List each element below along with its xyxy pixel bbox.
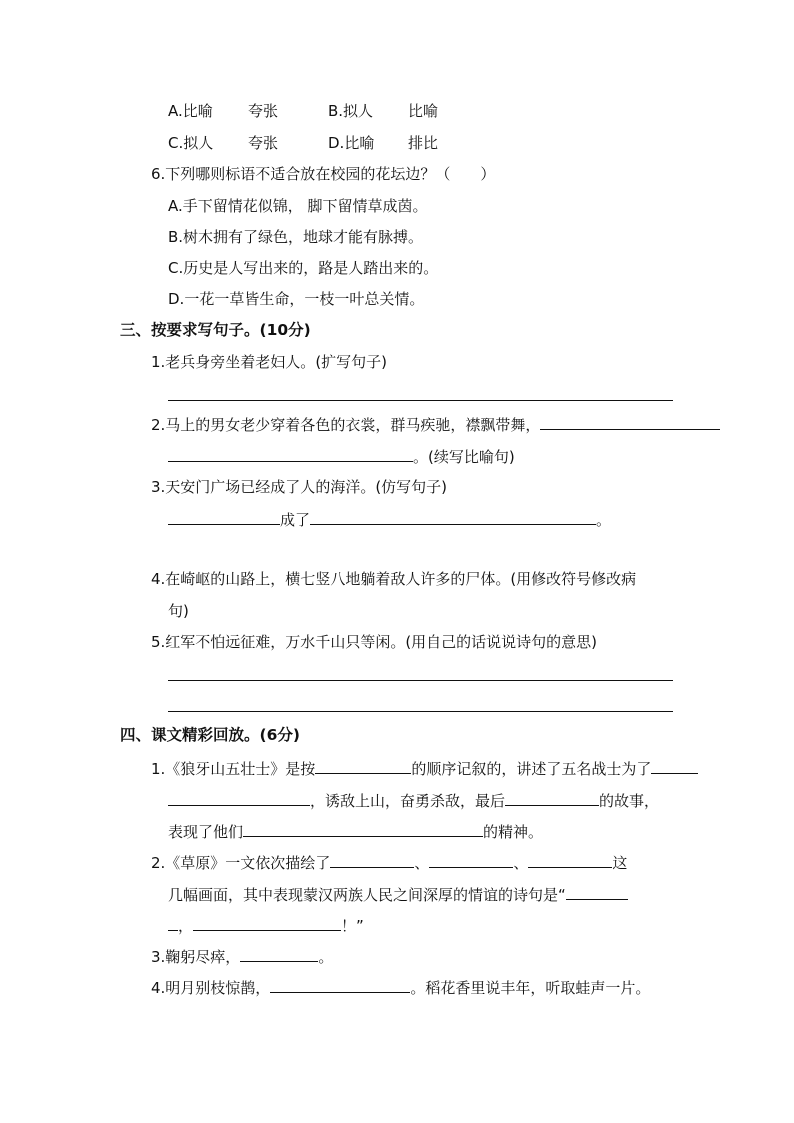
s4-q3-blank[interactable] xyxy=(240,946,318,962)
q5-option-c-label: C.拟人 xyxy=(168,134,214,152)
s4-q1-line3 xyxy=(168,821,543,842)
q6-option-a: A.手下留情花似锦， 脚下留情草成茵。 xyxy=(168,197,428,215)
s3-q5-answer-line-1[interactable] xyxy=(168,680,673,681)
s4-q2-blank-scene-1[interactable] xyxy=(330,852,414,868)
s4-q2-blank-scene-2[interactable] xyxy=(429,852,513,868)
s4-q1-line2 xyxy=(168,790,659,811)
s3-q4-line1: 4.在崎岖的山路上，横七竖八地躺着敌人许多的尸体。(用修改符号修改病 xyxy=(151,570,637,588)
s4-q2-blank-poem-1-cont[interactable] xyxy=(168,915,178,931)
section4-heading: 四、课文精彩回放。(6分) xyxy=(120,726,300,744)
s3-q2-continuation xyxy=(168,446,515,467)
s3-q3-mid: 成了 xyxy=(280,511,311,529)
q5-option-a-label: A.比喻 xyxy=(168,102,213,120)
s4-q1-part-d: 的故事， xyxy=(599,792,660,810)
s4-q1-blank-spirit[interactable] xyxy=(243,821,483,837)
s4-q2-line3 xyxy=(168,915,364,936)
q5-option-b-label: B.拟人 xyxy=(328,102,374,120)
s3-q2-text xyxy=(151,414,720,435)
s3-q2-blank-1[interactable] xyxy=(540,414,720,430)
s4-q1-part-b: 的顺序记叙的，讲述了五名战士为了 xyxy=(411,760,652,778)
s4-q2-blank-poem-2[interactable] xyxy=(193,915,341,931)
q5-option-b-term: 比喻 xyxy=(408,102,439,120)
section3-heading: 三、按要求写句子。(10分) xyxy=(120,321,311,339)
s4-q1-part-e: 表现了他们 xyxy=(168,823,244,841)
s4-q2-blank-scene-3[interactable] xyxy=(528,852,612,868)
s4-q3-part-b: 。 xyxy=(318,948,334,966)
s3-q2-sentence: 2.马上的男女老少穿着各色的衣裳，群马疾驰，襟飘带舞， xyxy=(151,416,541,434)
s4-q4-blank[interactable] xyxy=(270,977,410,993)
q5-option-d-label: D.比喻 xyxy=(328,134,375,152)
s3-q4-line2: 句) xyxy=(168,602,189,620)
s3-q2-tail: 。(续写比喻句) xyxy=(413,448,515,466)
s4-q4-part-b: 。稻花香里说丰年，听取蛙声一片。 xyxy=(410,979,651,997)
s3-q3-blank-subject[interactable] xyxy=(168,509,280,525)
s3-q3-text: 3.天安门广场已经成了人的海洋。(仿写句子) xyxy=(151,478,448,496)
q6-option-b: B.树木拥有了绿色，地球才能有脉搏。 xyxy=(168,228,424,246)
s4-q2-line1 xyxy=(151,852,627,873)
q5-option-c-term: 夸张 xyxy=(248,134,279,152)
s4-q3-part-a: 3.鞠躬尽瘁， xyxy=(151,948,241,966)
s3-q5-answer-line-2[interactable] xyxy=(168,711,673,712)
s4-q1-blank-purpose-1[interactable] xyxy=(651,758,698,774)
s4-q3-line xyxy=(151,946,333,967)
s3-q5-text: 5.红军不怕远征难，万水千山只等闲。(用自己的话说说诗句的意思) xyxy=(151,633,598,651)
s4-q1-part-a: 1.《狼牙山五壮士》是按 xyxy=(151,760,316,778)
s4-q2-sep-2: 、 xyxy=(513,854,529,872)
s4-q2-part-c: 几幅画面，其中表现蒙汉两族人民之间深厚的情谊的诗句是“ xyxy=(168,886,566,904)
q6-option-c: C.历史是人写出来的，路是人踏出来的。 xyxy=(168,259,439,277)
s3-q3-blank-object[interactable] xyxy=(310,509,596,525)
s4-q2-part-a: 2.《草原》一文依次描绘了 xyxy=(151,854,331,872)
s4-q2-sep-1: 、 xyxy=(414,854,430,872)
s4-q2-blank-poem-1[interactable] xyxy=(566,884,628,900)
s4-q1-part-f: 的精神。 xyxy=(483,823,544,841)
s4-q4-line xyxy=(151,977,650,998)
q6-stem: 6.下列哪则标语不适合放在校园的花坛边？（ ） xyxy=(151,165,496,183)
s4-q1-blank-ending[interactable] xyxy=(505,790,599,806)
s4-q2-part-d: ， xyxy=(178,917,194,935)
s3-q1-answer-line[interactable] xyxy=(168,400,673,401)
s3-q3-template xyxy=(168,509,611,530)
q5-option-d-term: 排比 xyxy=(408,134,439,152)
q6-option-d: D.一花一草皆生命，一枝一叶总关情。 xyxy=(168,290,425,308)
s4-q2-line2 xyxy=(168,884,628,905)
s3-q2-blank-2[interactable] xyxy=(168,446,413,462)
s4-q1-line1 xyxy=(151,758,698,779)
s4-q1-blank-purpose-2[interactable] xyxy=(168,790,310,806)
s3-q3-end: 。 xyxy=(596,511,612,529)
s4-q1-blank-order[interactable] xyxy=(315,758,411,774)
s4-q2-part-e: ！” xyxy=(341,917,364,935)
q5-option-a-term: 夸张 xyxy=(248,102,279,120)
s4-q2-part-b: 这 xyxy=(612,854,628,872)
s3-q1-text: 1.老兵身旁坐着老妇人。(扩写句子) xyxy=(151,353,388,371)
s4-q1-part-c: ，诱敌上山，奋勇杀敌，最后 xyxy=(310,792,506,810)
s4-q4-part-a: 4.明月别枝惊鹊， xyxy=(151,979,271,997)
